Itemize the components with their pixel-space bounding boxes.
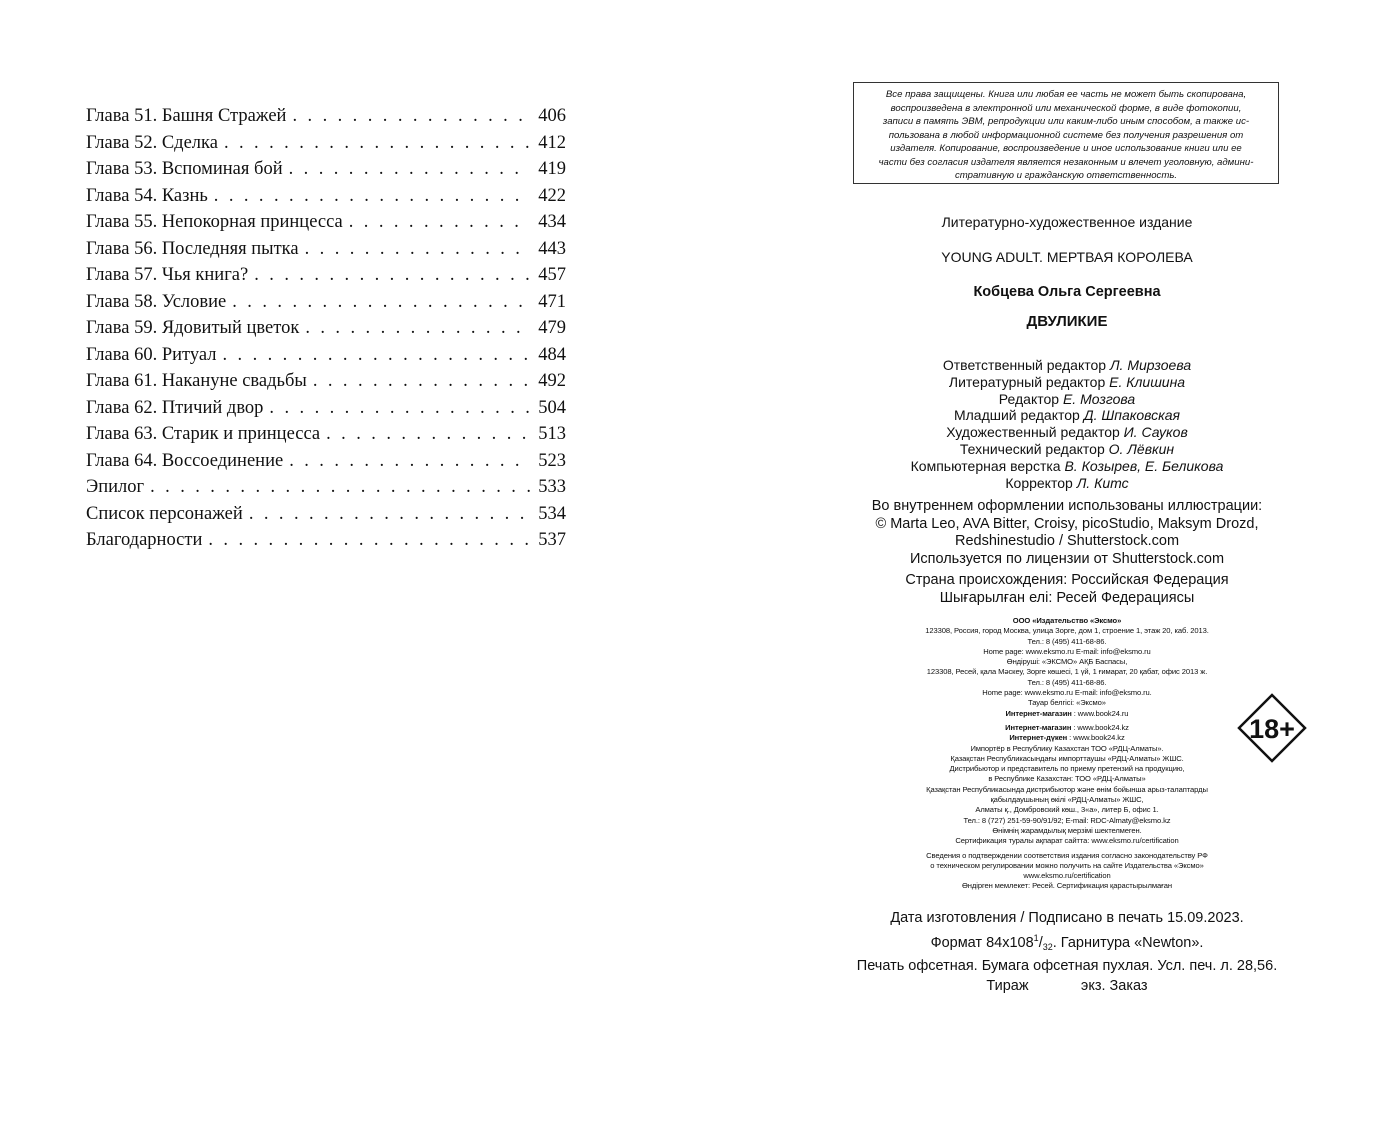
toc-leader-dots [232, 292, 530, 313]
toc-row [86, 292, 566, 319]
toc-chapter-title: Глава 58. Условие [86, 291, 227, 312]
format-denominator: 32 [1042, 941, 1053, 952]
imprint-line: қабылдаушының өкілі «РДЦ-Алматы» ЖШС, [990, 795, 1144, 805]
country-line: Шығарылған елі: Ресей Федерациясы [939, 589, 1195, 606]
format-slash: / [1038, 934, 1043, 951]
toc-page-number: 504 [538, 397, 566, 418]
country-of-origin [820, 572, 1314, 607]
toc-leader-dots [269, 398, 530, 419]
credit-role: Корректор [1005, 474, 1073, 491]
toc-chapter-title: Глава 62. Птичий двор [86, 397, 264, 418]
country-line: Страна происхождения: Российская Федерация [905, 572, 1229, 588]
toc-page-number: 443 [538, 238, 566, 259]
toc-chapter-title: Глава 60. Ритуал [86, 344, 217, 365]
credit-name: Л. Китс [1076, 474, 1129, 491]
imprint-line: Home page: www.eksmo.ru E-mail: info@eksmo.ru [983, 646, 1151, 656]
credit-line [820, 424, 1314, 441]
series-title: YOUNG ADULT. МЕРТВАЯ КОРОЛЕВА [941, 249, 1193, 265]
internet-shop-kz-label: Интернет-магазин [1005, 722, 1072, 732]
internet-shop-label: Интернет-магазин [1005, 708, 1072, 718]
toc-row [86, 371, 566, 398]
credit-name: Е. Клишина [1109, 373, 1186, 390]
imprint-line: Сведения о подтверждении соответствия издания согласно законодательству РФ [926, 850, 1208, 860]
credit-role: Технический редактор [959, 440, 1105, 457]
imprint-line: Дистрибьютор и представитель по приему претензий на продукцию, [949, 764, 1185, 774]
credit-role: Художественный редактор [946, 424, 1120, 441]
toc-chapter-title: Эпилог [86, 477, 145, 497]
toc-page-number: 471 [538, 291, 566, 312]
illustrations-line: Используется по лицензии от Shutterstock.com [909, 550, 1225, 567]
print-details [820, 909, 1314, 996]
toc-row [86, 477, 566, 504]
credit-role: Младший редактор [953, 407, 1080, 424]
toc-page-number: 492 [538, 371, 566, 391]
toc-leader-dots [222, 345, 530, 366]
toc-leader-dots [289, 159, 530, 180]
toc-page-number: 523 [538, 450, 566, 471]
toc-row [86, 212, 566, 239]
imprint-line: Қазақстан Республикасындағы импорттаушы «РДЦ-Алматы» ЖШС. [950, 753, 1184, 763]
publisher-name: ООО «Издательство «Эксмо» [1012, 616, 1122, 625]
copyright-line: стративную и гражданскую ответственность. [954, 170, 1178, 181]
genre-label: Литературно-художественное издание [941, 214, 1193, 230]
credit-name: Л. Мирзоева [1109, 357, 1192, 373]
imprint-line: Өндіруші: «ЭКСМО» АҚБ Баспасы, [1006, 657, 1128, 667]
toc-leader-dots [305, 318, 530, 339]
copyright-line: воспроизведена в электронной или механической форме, в виде фотокопии, [890, 102, 1242, 114]
toc-row [86, 133, 566, 160]
credit-line [820, 458, 1314, 475]
internet-duken-label: Интернет-дүкен [1009, 733, 1068, 743]
credit-line [820, 374, 1314, 391]
imprint-line: Home page: www.eksmo.ru E-mail: info@eksmo.ru. [982, 688, 1152, 698]
credit-line [820, 475, 1314, 492]
imprint-line: Тел.: 8 (495) 411-68-86. [1027, 636, 1107, 646]
toc-chapter-title: Глава 61. Накануне свадьбы [86, 371, 307, 391]
toc-leader-dots [305, 239, 530, 260]
toc-chapter-title: Список персонажей [86, 503, 243, 524]
toc-chapter-title: Глава 57. Чья книга? [86, 265, 249, 285]
copyright-notice-box [853, 82, 1279, 184]
imprint-line: Қазақстан Республикасында дистрибьютор және өнім бойынша арыз-талаптарды [926, 784, 1208, 794]
toc-row [86, 398, 566, 425]
toc-row [86, 345, 566, 372]
toc-page-number: 513 [538, 424, 566, 444]
credit-line [820, 407, 1314, 424]
credit-line [820, 441, 1314, 458]
book-title: ДВУЛИКИЕ [1026, 313, 1108, 330]
toc-row [86, 530, 566, 557]
illustrations-credit [820, 498, 1314, 568]
toc-page-number: 537 [538, 530, 566, 550]
toc-page-number: 422 [538, 185, 566, 206]
table-of-contents [86, 106, 566, 557]
imprint-line: Өнімнің жарамдылық мерзімі шектелмеген. [992, 825, 1142, 835]
imprint-line: Өндірген мемлекет: Ресей. Сертификация қарастырылмаған [962, 881, 1172, 891]
internet-shop-url: : www.book24.ru [1071, 708, 1129, 718]
credit-name: И. Сауков [1123, 424, 1188, 441]
copyright-line: части без согласия издателя является незаконным и влечет уголовную, админи- [878, 156, 1254, 168]
toc-leader-dots [326, 424, 530, 445]
credit-name: О. Лёвкин [1108, 440, 1175, 457]
toc-row [86, 159, 566, 186]
credit-name: В. Козырев, Е. Беликова [1064, 457, 1224, 474]
imprint-line: 123308, Россия, город Москва, улица Зорге, дом 1, строение 1, этаж 20, каб. 2013. [925, 626, 1209, 636]
toc-chapter-title: Глава 52. Сделка [86, 132, 218, 153]
toc-page-number: 534 [538, 503, 566, 524]
toc-page-number: 434 [538, 212, 566, 232]
toc-page-number: 479 [538, 318, 566, 338]
toc-leader-dots [349, 212, 530, 233]
internet-shop-kz-url: : www.book24.kz [1071, 722, 1129, 732]
imprint-line: Импортёр в Республику Казахстан ТОО «РДЦ-Алматы». [970, 743, 1164, 753]
format-prefix: Формат 84x108 [930, 934, 1034, 951]
toc-leader-dots [150, 477, 530, 498]
age-rating-text: 18+ [1249, 714, 1295, 744]
format-suffix: . Гарнитура «Newton». [1052, 934, 1204, 951]
credit-role: Редактор [998, 390, 1060, 407]
illustrations-line: © Marta Leo, AVA Bitter, Croisy, picoStudio, Maksym Drozd, [875, 515, 1259, 532]
print-date-line: Дата изготовления / Подписано в печать 15.09.2023. [890, 910, 1244, 926]
credit-line [820, 357, 1314, 374]
toc-leader-dots [254, 265, 530, 286]
toc-chapter-title: Глава 54. Казнь [86, 185, 208, 206]
toc-chapter-title: Глава 56. Последняя пытка [86, 238, 299, 259]
toc-row [86, 451, 566, 478]
format-line [820, 929, 1314, 958]
credit-role: Компьютерная верстка [910, 457, 1061, 474]
circulation-line: Тираж экз. Заказ [986, 977, 1148, 994]
copyright-line: Все права защищены. Книга или любая ее часть не может быть скопирована, [885, 89, 1247, 100]
toc-leader-dots [224, 133, 530, 154]
imprint-line: Тел.: 8 (495) 411-68-86. [1027, 677, 1107, 687]
age-rating-badge [1237, 693, 1307, 763]
toc-row [86, 504, 566, 531]
copyright-line: издателя. Копирование, воспроизведение и иное использование книги или ее [890, 143, 1242, 154]
toc-page-number: 457 [538, 265, 566, 285]
copyright-line: записи в память ЭВМ, репродукции или каким-либо иным способом, а также ис- [882, 116, 1250, 127]
toc-chapter-title: Благодарности [86, 530, 203, 550]
toc-chapter-title: Глава 63. Старик и принцесса [86, 424, 321, 444]
toc-page-number: 406 [538, 106, 566, 126]
imprint-line: 123308, Ресей, қала Мәскеу, Зорге көшесі, 1 үй, 1 ғимарат, 20 қабат, офис 2013 ж. [926, 667, 1208, 677]
internet-duken-url: : www.book24.kz [1067, 733, 1125, 743]
credits-list [820, 357, 1314, 491]
credit-role: Ответственный редактор [942, 357, 1107, 373]
credit-role: Литературный редактор [948, 373, 1106, 390]
toc-page-number: 533 [538, 477, 566, 497]
toc-row [86, 186, 566, 213]
toc-page-number: 484 [538, 344, 566, 365]
imprint-line: Сертификация туралы ақпарат сайтта: www.eksmo.ru/certification [955, 836, 1179, 846]
toc-leader-dots [249, 504, 530, 525]
toc-chapter-title: Глава 59. Ядовитый цветок [86, 318, 300, 338]
imprint-line: Тауар белгісі: «Эксмо» [1028, 698, 1106, 708]
credit-line [820, 391, 1314, 408]
toc-leader-dots [313, 371, 530, 392]
toc-row [86, 424, 566, 451]
toc-chapter-title: Глава 64. Воссоединение [86, 450, 284, 471]
credit-name: Д. Шпаковская [1083, 407, 1181, 424]
toc-chapter-title: Глава 55. Непокорная принцесса [86, 212, 343, 232]
illustrations-line: Во внутреннем оформлении использованы иллюстрации: [871, 498, 1263, 514]
toc-leader-dots [292, 106, 530, 127]
author-name: Кобцева Ольга Сергеевна [973, 284, 1161, 300]
toc-leader-dots [208, 530, 530, 551]
toc-page-number: 412 [538, 132, 566, 153]
toc-row [86, 106, 566, 133]
imprint-line: Тел.: 8 (727) 251-59-90/91/92; E-mail: RDC-Almaty@eksmo.kz [963, 815, 1171, 825]
imprint-line: в Республике Казахстан: ТОО «РДЦ-Алматы» [988, 774, 1146, 784]
toc-row [86, 239, 566, 266]
toc-leader-dots [289, 451, 530, 472]
imprint-line: www.eksmo.ru/certification [1023, 871, 1111, 881]
copyright-line: пользована в любой информационной системе без получения разрешения от [888, 129, 1244, 141]
format-numerator: 1 [1033, 932, 1039, 943]
toc-chapter-title: Глава 51. Башня Стражей [86, 106, 287, 126]
illustrations-line: Redshinestudio / Shutterstock.com [954, 533, 1180, 549]
imprint-line: о техническом регулировании можно получить на сайте Издательства «Эксмо» [930, 860, 1204, 870]
imprint-line: Алматы қ., Домбровский көш., 3«а», литер Б, офис 1. [975, 805, 1159, 815]
toc-leader-dots [214, 186, 530, 207]
toc-chapter-title: Глава 53. Вспоминая бой [86, 159, 283, 179]
printing-line: Печать офсетная. Бумага офсетная пухлая. Усл. печ. л. 28,56. [856, 958, 1278, 974]
toc-row [86, 265, 566, 292]
toc-row [86, 318, 566, 345]
toc-page-number: 419 [538, 159, 566, 179]
credit-name: Е. Мозгова [1062, 390, 1136, 407]
